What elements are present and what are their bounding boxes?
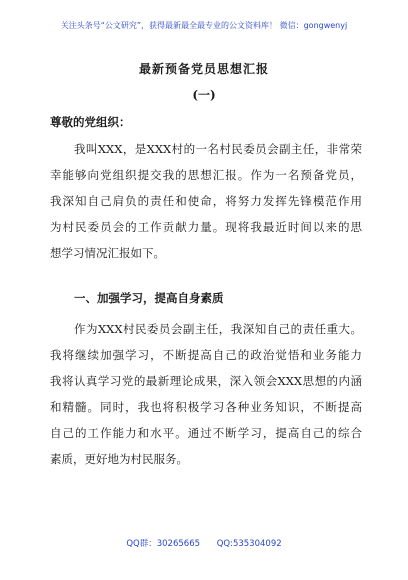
header-note: 关注头条号“公文研究”，获得最新最全最专业的公文资料库！ 微信：gongwenyj [60,21,348,30]
footer-qq: QQ:535304092 [216,539,282,549]
paragraph-line: 幸能够向党组织提交我的思想汇报。作为一名预备党员， [50,168,362,182]
paragraph-line: 为村民委员会的工作贡献力量。现将我最近时间以来的思 [50,220,362,234]
section-heading: 一、加强学习，提高自身素质 [74,291,224,305]
paragraph-line: 我将继续加强学习，不断提高自己的政治觉悟和业务能力 [50,348,362,362]
footer-qq-group: QQ群：30265665 [126,539,201,549]
footer-contact [0,537,408,549]
document-subtitle: (一) [192,88,216,102]
paragraph-line: 自己的工作能力和水平。通过不断学习，提高自己的综合 [50,426,362,440]
paragraph-line: 我将认真学习党的最新理论成果，深入领会XXX思想的内涵 [50,374,362,388]
paragraph-study [50,316,362,472]
paragraph-line: 我叫XXX，是XXX村的一名村民委员会副主任，非常荣 [74,142,362,156]
paragraph-line: 和精髓。同时，我也将积极学习各种业务知识，不断提高 [50,400,362,414]
paragraph-line: 想学习情况汇报如下。 [50,246,165,260]
paragraph-intro [50,136,362,266]
paragraph-line: 作为XXX村民委员会副主任，我深知自己的责任重大。 [74,322,362,336]
document-title: 最新预备党员思想汇报 [138,62,269,76]
paragraph-line: 素质，更好地为村民服务。 [50,452,188,466]
salutation: 尊敬的党组织： [50,115,131,129]
paragraph-line: 我深知自己肩负的责任和使命，将努力发挥先锋模范作用 [50,194,362,208]
